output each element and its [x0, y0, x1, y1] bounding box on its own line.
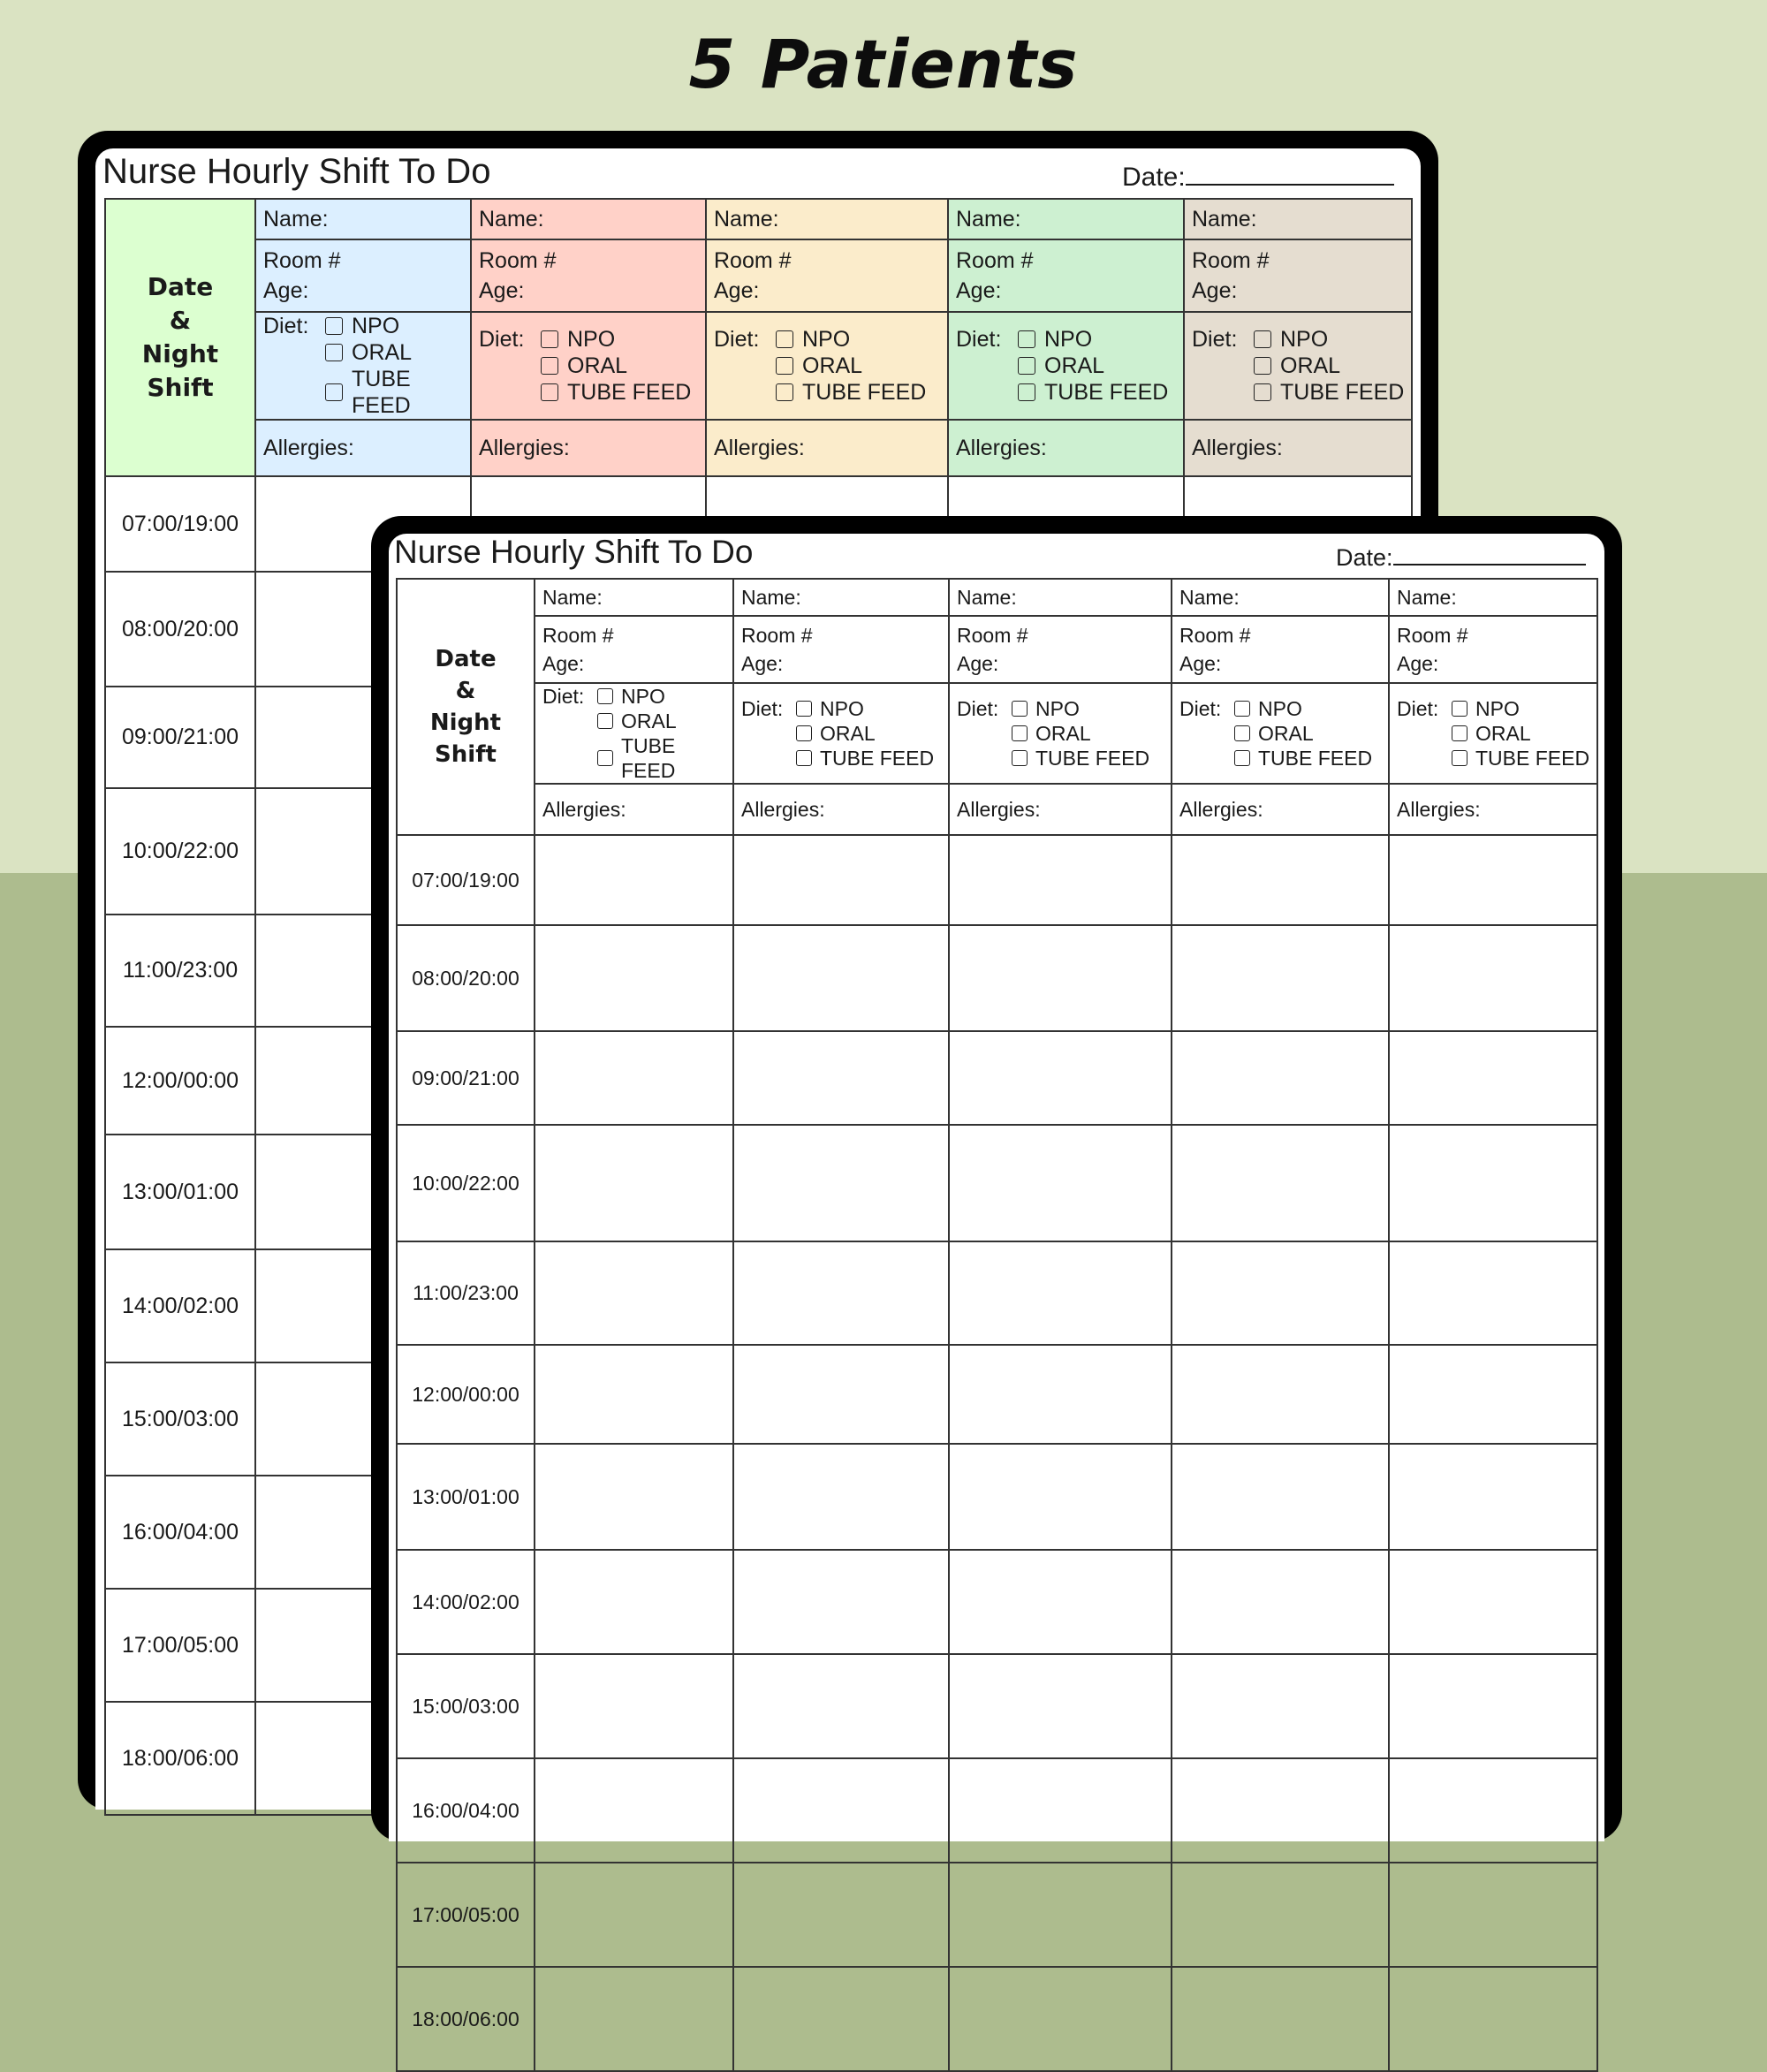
- task-cell[interactable]: [535, 835, 733, 925]
- checkbox-icon[interactable]: [597, 750, 613, 766]
- task-cell[interactable]: [733, 1654, 949, 1758]
- patient-room-age-cell[interactable]: [948, 239, 1184, 312]
- diet-label: Diet:: [956, 327, 1002, 352]
- time-slot-label: 09:00/21:00: [397, 1031, 535, 1125]
- patient-room-age-cell[interactable]: [706, 239, 948, 312]
- time-row: [397, 1444, 1597, 1550]
- date-label: Date:: [1336, 544, 1393, 571]
- age-label: Age:: [542, 652, 585, 675]
- diet-option[interactable]: [1192, 326, 1411, 353]
- diet-option-label: TUBE FEED: [567, 380, 692, 405]
- shift-header-line: &: [455, 678, 476, 704]
- patient-allergies-cell[interactable]: Allergies:: [733, 784, 949, 835]
- task-cell[interactable]: [733, 1967, 949, 2071]
- diet-option[interactable]: [542, 709, 732, 733]
- task-cell[interactable]: [733, 1345, 949, 1444]
- diet-option-label: ORAL: [802, 353, 863, 378]
- patient-allergies-cell[interactable]: Allergies:: [1184, 420, 1412, 476]
- task-cell[interactable]: [733, 1125, 949, 1241]
- patient-allergies-cell[interactable]: Allergies:: [1389, 784, 1597, 835]
- task-cell[interactable]: [949, 925, 1172, 1031]
- time-slot-label: 17:00/05:00: [105, 1589, 255, 1702]
- patient-diet-cell: [1389, 683, 1597, 784]
- checkbox-icon[interactable]: [1452, 725, 1467, 741]
- task-cell[interactable]: [949, 1241, 1172, 1345]
- time-row: [397, 1550, 1597, 1654]
- checkbox-icon[interactable]: [1452, 750, 1467, 766]
- task-cell[interactable]: [1172, 1241, 1389, 1345]
- patient-diet-cell: [948, 312, 1184, 420]
- checkbox-icon[interactable]: [541, 357, 558, 375]
- patient-allergies-cell[interactable]: Allergies:: [1172, 784, 1389, 835]
- patient-name-cell[interactable]: Name:: [733, 579, 949, 616]
- diet-label: Diet:: [741, 697, 784, 720]
- diet-option-label: TUBE FEED: [1035, 747, 1150, 770]
- age-label: Age:: [479, 278, 525, 303]
- checkbox-icon[interactable]: [597, 713, 613, 729]
- diet-option-label: ORAL: [352, 340, 413, 365]
- patient-allergies-cell[interactable]: Allergies:: [535, 784, 733, 835]
- checkbox-icon[interactable]: [1018, 357, 1035, 375]
- patient-name-cell[interactable]: Name:: [949, 579, 1172, 616]
- diet-option-label: ORAL: [820, 722, 876, 745]
- patient-room-age-cell[interactable]: [949, 616, 1172, 683]
- age-label: Age:: [957, 652, 999, 675]
- room-label: Room #: [741, 624, 813, 647]
- room-label: Room #: [1179, 624, 1251, 647]
- date-line: [1393, 541, 1586, 565]
- task-cell[interactable]: [1172, 1758, 1389, 1863]
- page-title: Nurse Hourly Shift To Do: [394, 534, 754, 570]
- date-label: Date:: [1122, 163, 1186, 192]
- time-row: [397, 1654, 1597, 1758]
- diet-option[interactable]: [1192, 379, 1411, 406]
- task-cell[interactable]: [1172, 1125, 1389, 1241]
- shift-header-line: Night Shift: [141, 339, 219, 402]
- diet-option[interactable]: [1397, 721, 1596, 746]
- patient-diet-cell: [949, 683, 1172, 784]
- task-cell[interactable]: [949, 1444, 1172, 1550]
- task-cell[interactable]: [535, 1967, 733, 2071]
- time-slot-label: 16:00/04:00: [105, 1476, 255, 1589]
- patient-allergies-cell[interactable]: Allergies:: [471, 420, 706, 476]
- checkbox-icon[interactable]: [1234, 701, 1250, 717]
- diet-option-label: TUBE FEED: [820, 747, 935, 770]
- age-label: Age:: [1192, 278, 1238, 303]
- diet-option[interactable]: [1397, 696, 1596, 721]
- patient-allergies-cell[interactable]: Allergies:: [948, 420, 1184, 476]
- task-cell[interactable]: [733, 1031, 949, 1125]
- task-cell[interactable]: [535, 1863, 733, 1967]
- time-row: [397, 925, 1597, 1031]
- task-cell[interactable]: [1389, 1444, 1597, 1550]
- task-cell[interactable]: [1389, 1345, 1597, 1444]
- age-label: Age:: [1179, 652, 1222, 675]
- patient-allergies-cell[interactable]: Allergies:: [706, 420, 948, 476]
- patient-room-age-cell[interactable]: [1172, 616, 1389, 683]
- task-cell[interactable]: [1172, 1550, 1389, 1654]
- task-cell[interactable]: [1389, 925, 1597, 1031]
- patient-name-cell[interactable]: Name:: [1172, 579, 1389, 616]
- task-cell[interactable]: [949, 1654, 1172, 1758]
- patient-diet-cell: [1172, 683, 1389, 784]
- diet-option[interactable]: [957, 696, 1171, 721]
- diet-label: Diet:: [1192, 327, 1238, 352]
- task-cell[interactable]: [1172, 1967, 1389, 2071]
- diet-option-label: ORAL: [1280, 353, 1341, 378]
- diet-option[interactable]: [263, 366, 470, 419]
- patient-room-age-cell[interactable]: [1184, 239, 1412, 312]
- diet-option[interactable]: [542, 684, 732, 709]
- diet-label: Diet:: [542, 685, 585, 708]
- task-cell[interactable]: [535, 925, 733, 1031]
- checkbox-icon[interactable]: [597, 688, 613, 704]
- diet-option-label: NPO: [1475, 697, 1520, 720]
- task-cell[interactable]: [1389, 1241, 1597, 1345]
- header-row-name: [105, 199, 1412, 239]
- header-row-room-age: [105, 239, 1412, 312]
- task-cell[interactable]: [949, 1125, 1172, 1241]
- task-cell[interactable]: [535, 1550, 733, 1654]
- header-row-name: [397, 579, 1597, 616]
- diet-option-label: TUBE FEED: [1475, 747, 1590, 770]
- diet-option-label: NPO: [802, 327, 851, 352]
- room-label: Room #: [1397, 624, 1468, 647]
- patient-diet-cell: [255, 312, 471, 420]
- page-title: Nurse Hourly Shift To Do: [102, 152, 491, 191]
- diet-option-label: TUBE FEED: [1044, 380, 1169, 405]
- time-slot-label: 10:00/22:00: [105, 788, 255, 915]
- checkbox-icon[interactable]: [776, 330, 793, 348]
- diet-label: Diet:: [957, 697, 999, 720]
- checkbox-icon[interactable]: [1234, 750, 1250, 766]
- checkbox-icon[interactable]: [1452, 701, 1467, 717]
- checkbox-icon[interactable]: [1234, 725, 1250, 741]
- room-label: Room #: [479, 248, 557, 273]
- age-label: Age:: [1397, 652, 1439, 675]
- time-row: [397, 1758, 1597, 1863]
- patient-room-age-cell[interactable]: [471, 239, 706, 312]
- diet-option-label: ORAL: [1258, 722, 1314, 745]
- diet-option[interactable]: [479, 353, 705, 379]
- diet-option-label: TUBE FEED: [802, 380, 927, 405]
- shift-header-cell: [105, 199, 255, 476]
- time-slot-label: 11:00/23:00: [105, 915, 255, 1027]
- time-row: [397, 1125, 1597, 1241]
- tablet-plain: [371, 516, 1622, 2030]
- diet-option-label: NPO: [621, 685, 665, 708]
- task-cell[interactable]: [1389, 1863, 1597, 1967]
- diet-option[interactable]: [957, 746, 1171, 770]
- diet-option-label: NPO: [1044, 327, 1093, 352]
- diet-label: Diet:: [263, 314, 309, 338]
- age-label: Age:: [714, 278, 760, 303]
- checkbox-icon[interactable]: [541, 330, 558, 348]
- patient-name-cell[interactable]: Name:: [471, 199, 706, 239]
- diet-option[interactable]: [714, 353, 947, 379]
- diet-option-label: NPO: [352, 314, 400, 338]
- diet-option[interactable]: [1179, 696, 1388, 721]
- task-cell[interactable]: [949, 1863, 1172, 1967]
- patient-diet-cell: [733, 683, 949, 784]
- task-cell[interactable]: [535, 1758, 733, 1863]
- task-cell[interactable]: [1389, 1550, 1597, 1654]
- task-cell[interactable]: [535, 1241, 733, 1345]
- diet-option[interactable]: [741, 746, 948, 770]
- time-slot-label: 16:00/04:00: [397, 1758, 535, 1863]
- checkbox-icon[interactable]: [796, 725, 812, 741]
- checkbox-icon[interactable]: [1012, 701, 1028, 717]
- checkbox-icon[interactable]: [1254, 357, 1271, 375]
- shift-header-line: &: [169, 306, 192, 335]
- patient-name-cell[interactable]: Name:: [1389, 579, 1597, 616]
- diet-option[interactable]: [263, 339, 470, 366]
- task-cell[interactable]: [1389, 1654, 1597, 1758]
- diet-option-label: NPO: [1258, 697, 1302, 720]
- time-slot-label: 09:00/21:00: [105, 687, 255, 788]
- task-cell[interactable]: [535, 1125, 733, 1241]
- task-cell[interactable]: [1389, 1967, 1597, 2071]
- diet-option-label: ORAL: [1044, 353, 1105, 378]
- patient-name-cell[interactable]: Name:: [1184, 199, 1412, 239]
- diet-option-label: TUBE FEED: [621, 734, 676, 782]
- diet-option[interactable]: [714, 326, 947, 353]
- checkbox-icon[interactable]: [1018, 383, 1035, 401]
- diet-option[interactable]: [741, 721, 948, 746]
- header-row-allergies: [397, 784, 1597, 835]
- date-field[interactable]: [1122, 159, 1394, 193]
- task-cell[interactable]: [1172, 1031, 1389, 1125]
- patient-diet-cell: [706, 312, 948, 420]
- diet-label: Diet:: [1179, 697, 1222, 720]
- diet-option[interactable]: [479, 326, 705, 353]
- task-cell[interactable]: [1172, 925, 1389, 1031]
- diet-option[interactable]: [956, 353, 1183, 379]
- time-slot-label: 12:00/00:00: [105, 1027, 255, 1135]
- shift-header-line: Date: [435, 646, 497, 672]
- time-slot-label: 14:00/02:00: [397, 1550, 535, 1654]
- task-cell[interactable]: [1389, 1758, 1597, 1863]
- shift-header-cell: [397, 579, 535, 835]
- task-cell[interactable]: [733, 1550, 949, 1654]
- time-slot-label: 18:00/06:00: [397, 1967, 535, 2071]
- diet-option[interactable]: [956, 379, 1183, 406]
- diet-option-label: ORAL: [621, 710, 677, 732]
- diet-option[interactable]: [956, 326, 1183, 353]
- diet-option-label: ORAL: [1475, 722, 1531, 745]
- task-cell[interactable]: [733, 1444, 949, 1550]
- header-row-diet: [105, 312, 1412, 420]
- time-row: [397, 1967, 1597, 2071]
- checkbox-icon[interactable]: [1254, 330, 1271, 348]
- room-label: Room #: [1192, 248, 1270, 273]
- time-row: [397, 835, 1597, 925]
- task-cell[interactable]: [949, 1345, 1172, 1444]
- checkbox-icon[interactable]: [796, 750, 812, 766]
- date-line: [1186, 159, 1394, 186]
- time-slot-label: 07:00/19:00: [397, 835, 535, 925]
- diet-option[interactable]: [741, 696, 948, 721]
- shift-table: [396, 578, 1598, 2072]
- patient-room-age-cell[interactable]: [1389, 616, 1597, 683]
- room-label: Room #: [263, 248, 341, 273]
- time-slot-label: 13:00/01:00: [397, 1444, 535, 1550]
- diet-option[interactable]: [542, 733, 732, 783]
- diet-option-label: TUBE FEED: [1280, 380, 1405, 405]
- checkbox-icon[interactable]: [325, 383, 343, 401]
- diet-option-label: NPO: [1035, 697, 1080, 720]
- task-cell[interactable]: [1172, 1444, 1389, 1550]
- time-slot-label: 13:00/01:00: [105, 1135, 255, 1249]
- diet-label: Diet:: [714, 327, 760, 352]
- room-label: Room #: [957, 624, 1028, 647]
- diet-option-label: TUBE FEED: [352, 367, 411, 418]
- patient-room-age-cell[interactable]: [535, 616, 733, 683]
- time-row: [397, 1345, 1597, 1444]
- diet-option[interactable]: [1397, 746, 1596, 770]
- checkbox-icon[interactable]: [776, 357, 793, 375]
- diet-option-label: NPO: [567, 327, 616, 352]
- diet-option[interactable]: [957, 721, 1171, 746]
- patient-name-cell[interactable]: Name:: [255, 199, 471, 239]
- diet-option[interactable]: [1179, 721, 1388, 746]
- room-label: Room #: [542, 624, 614, 647]
- diet-option-label: TUBE FEED: [1258, 747, 1373, 770]
- checkbox-icon[interactable]: [776, 383, 793, 401]
- checkbox-icon[interactable]: [541, 383, 558, 401]
- time-slot-label: 12:00/00:00: [397, 1345, 535, 1444]
- shift-header-line: Night Shift: [429, 710, 502, 768]
- checkbox-icon[interactable]: [325, 317, 343, 335]
- patient-name-cell[interactable]: Name:: [948, 199, 1184, 239]
- task-cell[interactable]: [1172, 835, 1389, 925]
- time-slot-label: 08:00/20:00: [105, 572, 255, 687]
- checkbox-icon[interactable]: [1254, 383, 1271, 401]
- task-cell[interactable]: [733, 1863, 949, 1967]
- task-cell[interactable]: [1389, 835, 1597, 925]
- age-label: Age:: [741, 652, 784, 675]
- patient-allergies-cell[interactable]: Allergies:: [255, 420, 471, 476]
- patient-name-cell[interactable]: Name:: [535, 579, 733, 616]
- task-cell[interactable]: [733, 925, 949, 1031]
- time-slot-label: 15:00/03:00: [397, 1654, 535, 1758]
- planner-page-plain: [389, 534, 1604, 2030]
- time-row: [397, 1863, 1597, 1967]
- task-cell[interactable]: [535, 1345, 733, 1444]
- time-slot-label: 15:00/03:00: [105, 1362, 255, 1476]
- task-cell[interactable]: [535, 1654, 733, 1758]
- task-cell[interactable]: [949, 1967, 1172, 2071]
- time-slot-label: 14:00/02:00: [105, 1249, 255, 1362]
- task-cell[interactable]: [949, 835, 1172, 925]
- diet-label: Diet:: [1397, 697, 1439, 720]
- task-cell[interactable]: [949, 1758, 1172, 1863]
- time-row: [397, 1031, 1597, 1125]
- time-slot-label: 11:00/23:00: [397, 1241, 535, 1345]
- time-row: [397, 1241, 1597, 1345]
- headline: 5 Patients: [688, 25, 1079, 103]
- task-cell[interactable]: [1389, 1031, 1597, 1125]
- patient-diet-cell: [535, 683, 733, 784]
- task-cell[interactable]: [949, 1550, 1172, 1654]
- patient-name-cell[interactable]: Name:: [706, 199, 948, 239]
- diet-option-label: NPO: [1280, 327, 1329, 352]
- time-slot-label: 18:00/06:00: [105, 1702, 255, 1815]
- checkbox-icon[interactable]: [796, 701, 812, 717]
- task-cell[interactable]: [535, 1031, 733, 1125]
- checkbox-icon[interactable]: [325, 344, 343, 361]
- header-row-allergies: [105, 420, 1412, 476]
- patient-allergies-cell[interactable]: Allergies:: [949, 784, 1172, 835]
- patient-room-age-cell[interactable]: [255, 239, 471, 312]
- task-cell[interactable]: [1172, 1863, 1389, 1967]
- task-cell[interactable]: [733, 835, 949, 925]
- room-label: Room #: [956, 248, 1034, 273]
- diet-option[interactable]: [714, 379, 947, 406]
- task-cell[interactable]: [1172, 1345, 1389, 1444]
- date-field[interactable]: [1336, 541, 1586, 572]
- task-cell[interactable]: [733, 1758, 949, 1863]
- task-cell[interactable]: [733, 1241, 949, 1345]
- diet-option-label: NPO: [820, 697, 864, 720]
- diet-option[interactable]: [1179, 746, 1388, 770]
- checkbox-icon[interactable]: [1012, 725, 1028, 741]
- shift-header-line: Date: [147, 272, 214, 301]
- task-cell[interactable]: [1172, 1654, 1389, 1758]
- header-row-diet: [397, 683, 1597, 784]
- time-slot-label: 07:00/19:00: [105, 476, 255, 572]
- time-slot-label: 10:00/22:00: [397, 1125, 535, 1241]
- patient-diet-cell: [471, 312, 706, 420]
- patient-room-age-cell[interactable]: [733, 616, 949, 683]
- diet-option[interactable]: [479, 379, 705, 406]
- diet-option-label: ORAL: [567, 353, 628, 378]
- diet-option-label: ORAL: [1035, 722, 1091, 745]
- diet-label: Diet:: [479, 327, 525, 352]
- diet-option[interactable]: [263, 313, 470, 339]
- header-row-room-age: [397, 616, 1597, 683]
- task-cell[interactable]: [1389, 1125, 1597, 1241]
- task-cell[interactable]: [949, 1031, 1172, 1125]
- room-label: Room #: [714, 248, 792, 273]
- age-label: Age:: [956, 278, 1002, 303]
- time-slot-label: 08:00/20:00: [397, 925, 535, 1031]
- time-slot-label: 17:00/05:00: [397, 1863, 535, 1967]
- checkbox-icon[interactable]: [1012, 750, 1028, 766]
- patient-diet-cell: [1184, 312, 1412, 420]
- task-cell[interactable]: [535, 1444, 733, 1550]
- checkbox-icon[interactable]: [1018, 330, 1035, 348]
- age-label: Age:: [263, 278, 309, 303]
- diet-option[interactable]: [1192, 353, 1411, 379]
